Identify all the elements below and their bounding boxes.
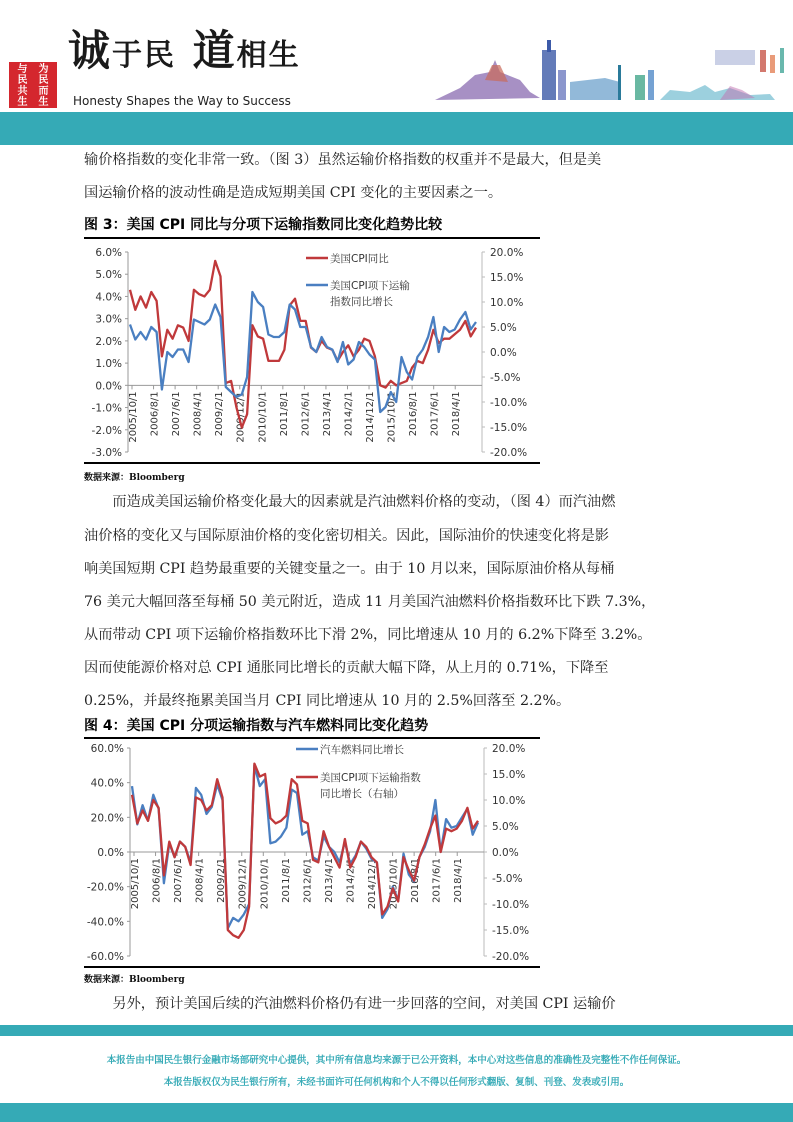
figure-bottom-rule [84, 966, 540, 968]
left-axis-tick: 40.0% [90, 777, 124, 790]
x-axis-tick: 2017/6/1 [429, 391, 441, 437]
x-axis-tick: 2012/6/1 [302, 858, 314, 903]
figure-4-title: 图 4：美国 CPI 分项运输指数与汽车燃料同比变化趋势 [84, 718, 429, 734]
x-axis-tick: 2005/10/1 [130, 858, 141, 910]
x-axis-tick: 2016/8/1 [410, 858, 422, 903]
line-chart-fuel-vs-transport [84, 740, 540, 966]
x-axis-tick: 2015/10/1 [386, 391, 398, 443]
x-axis-tick: 2014/2/1 [345, 858, 357, 903]
left-axis-tick: -2.0% [91, 424, 122, 437]
left-axis-tick: -3.0% [91, 447, 122, 459]
header-band [0, 112, 793, 145]
right-axis-tick: 15.0% [490, 272, 524, 284]
bank-seal-logo [9, 62, 57, 108]
right-axis-tick: 0.0% [490, 347, 517, 359]
body-paragraph-line: 0.25%，并最终拖累美国当月 CPI 同比增速从 10 月的 2.5%回落至 2.2%。 [84, 693, 571, 709]
body-paragraph-line: 而造成美国运输价格变化最大的因素就是汽油燃料价格的变动，（图 4）而汽油燃 [84, 494, 616, 510]
body-paragraph-line: 从而带动 CPI 项下运输价格指数环比下滑 2%，同比增速从 10 月的 6.2%下降至 3.2%。 [84, 627, 652, 643]
right-axis-tick: 20.0% [490, 247, 524, 259]
right-axis-tick: 0.0% [492, 847, 519, 859]
x-axis-tick: 2014/12/1 [367, 858, 379, 910]
seal-char: 民 [38, 75, 49, 86]
left-axis-tick: 5.0% [95, 269, 122, 282]
x-axis-tick: 2009/2/1 [216, 858, 228, 903]
city-skyline-illustration [430, 20, 790, 110]
figure-3-title: 图 3：美国 CPI 同比与分项下运输指数同比变化趋势比较 [84, 217, 443, 233]
legend-label: 美国CPI同比 [330, 253, 389, 265]
right-axis-tick: 20.0% [492, 743, 526, 755]
calligraphy-motto [68, 18, 301, 78]
footer-disclaimer-line1: 本报告由中国民生银行金融市场部研究中心提供，其中所有信息均来源于已公开资料，本中心对这些信息的准确性及完整性不作任何保证。 [106, 1055, 687, 1066]
x-axis-tick: 2008/4/1 [192, 391, 204, 437]
x-axis-tick: 2013/4/1 [321, 391, 333, 437]
legend-label: 美国CPI项下运输指数 [320, 772, 421, 784]
figure-bottom-rule [84, 462, 540, 464]
left-axis-tick: 0.0% [95, 380, 122, 393]
body-paragraph-line: 油价格的变化又与国际原油价格的变化密切相关。因此，国际油价的快速变化将是影 [84, 528, 609, 544]
report-header [0, 0, 793, 112]
left-axis-tick: 4.0% [95, 291, 122, 304]
right-axis-tick: 5.0% [492, 821, 519, 833]
figure-top-rule [84, 237, 540, 239]
x-axis-tick: 2010/10/1 [257, 391, 269, 443]
right-axis-tick: -5.0% [490, 372, 521, 384]
left-axis-tick: -20.0% [86, 881, 124, 894]
footer-band-bottom [0, 1103, 793, 1122]
x-axis-tick: 2007/6/1 [171, 391, 183, 437]
right-axis-tick: -20.0% [492, 951, 530, 963]
x-axis-tick: 2010/10/1 [259, 858, 271, 910]
x-axis-tick: 2005/10/1 [128, 391, 139, 443]
motto-char: 于民 [112, 38, 177, 73]
left-axis-tick: 6.0% [95, 247, 122, 259]
seal-char: 与 [17, 64, 28, 75]
left-axis-tick: 2.0% [95, 335, 122, 348]
body-paragraph-line: 输价格指数的变化非常一致。（图 3）虽然运输价格指数的权重并不是最大，但是美 [84, 152, 602, 168]
right-axis-tick: -10.0% [492, 899, 530, 911]
right-axis-tick: -20.0% [490, 447, 528, 459]
figure-3-source: 数据来源：Bloomberg [84, 473, 185, 483]
left-axis-tick: -60.0% [86, 951, 124, 963]
left-axis-tick: 20.0% [90, 812, 124, 825]
x-axis-tick: 2018/4/1 [453, 858, 465, 903]
slogan-text: Honesty Shapes the Way to Success [73, 94, 291, 108]
figure-4-source: 数据来源：Bloomberg [84, 975, 185, 985]
series-line [132, 764, 478, 938]
footer-disclaimer-line2: 本报告版权仅为民生银行所有，未经书面许可任何机构和个人不得以任何形式翻版、复制、刊登、发表或引用。 [163, 1077, 630, 1088]
x-axis-tick: 2006/8/1 [149, 391, 161, 437]
motto-char: 相生 [236, 38, 301, 73]
x-axis-tick: 2017/6/1 [431, 858, 443, 903]
x-axis-tick: 2007/6/1 [173, 858, 185, 903]
body-paragraph-line: 因而使能源价格对总 CPI 通胀同比增长的贡献大幅下降，从上月的 0.71%，下降至 [84, 660, 609, 676]
left-axis-tick: -1.0% [91, 402, 122, 415]
seal-char: 为 [38, 64, 49, 75]
x-axis-tick: 2009/12/1 [235, 391, 247, 443]
right-axis-tick: -5.0% [492, 873, 523, 885]
right-axis-tick: -10.0% [490, 397, 528, 409]
figure-3-chart [84, 240, 540, 462]
body-paragraph-line: 76 美元大幅回落至每桶 50 美元附近，造成 11 月美国汽油燃料价格指数环比下跌 7.3%， [84, 594, 656, 610]
legend-label: 同比增长（右轴） [320, 788, 404, 800]
x-axis-tick: 2014/2/1 [343, 391, 355, 437]
seal-char: 民 [17, 75, 28, 86]
motto-char: 诚 [68, 26, 113, 75]
line-chart-cpi-vs-transport [84, 240, 540, 462]
x-axis-tick: 2014/12/1 [365, 391, 377, 443]
x-axis-tick: 2012/6/1 [300, 391, 312, 437]
figure-top-rule [84, 737, 540, 739]
x-axis-tick: 2011/8/1 [278, 391, 290, 437]
right-axis-tick: 5.0% [490, 322, 517, 334]
left-axis-tick: -40.0% [86, 916, 124, 929]
seal-char: 生 [17, 97, 28, 108]
legend-label: 美国CPI项下运输 [330, 280, 410, 292]
left-axis-tick: 1.0% [95, 358, 122, 371]
x-axis-tick: 2006/8/1 [151, 858, 163, 903]
x-axis-tick: 2015/10/1 [388, 858, 400, 910]
left-axis-tick: 0.0% [97, 847, 124, 859]
seal-char: 生 [38, 97, 49, 108]
legend-label: 指数同比增长 [330, 296, 393, 308]
x-axis-tick: 2013/4/1 [323, 858, 335, 903]
motto-char: 道 [192, 26, 237, 75]
legend-label: 汽车燃料同比增长 [320, 744, 404, 756]
x-axis-tick: 2008/4/1 [194, 858, 206, 903]
x-axis-tick: 2016/8/1 [408, 391, 420, 437]
footer-band-top [0, 1025, 793, 1036]
right-axis-tick: 10.0% [492, 795, 526, 807]
seal-char: 而 [38, 86, 49, 97]
body-paragraph-line: 国运输价格的波动性确是造成短期美国 CPI 变化的主要因素之一。 [84, 185, 503, 201]
right-axis-tick: 10.0% [490, 297, 524, 309]
right-axis-tick: -15.0% [490, 422, 528, 434]
seal-char: 共 [17, 86, 28, 97]
body-paragraph-line: 响美国短期 CPI 趋势最重要的关键变量之一。由于 10 月以来，国际原油价格从每桶 [84, 561, 615, 577]
left-axis-tick: 3.0% [95, 313, 122, 326]
right-axis-tick: 15.0% [492, 769, 526, 781]
x-axis-tick: 2018/4/1 [451, 391, 463, 437]
x-axis-tick: 2009/12/1 [237, 858, 249, 910]
figure-4-chart [84, 740, 540, 966]
x-axis-tick: 2009/2/1 [214, 391, 226, 437]
left-axis-tick: 60.0% [90, 743, 124, 755]
right-axis-tick: -15.0% [492, 925, 530, 937]
x-axis-tick: 2011/8/1 [280, 858, 292, 903]
body-paragraph-line: 另外，预计美国后续的汽油燃料价格仍有进一步回落的空间，对美国 CPI 运输价 [84, 996, 616, 1012]
